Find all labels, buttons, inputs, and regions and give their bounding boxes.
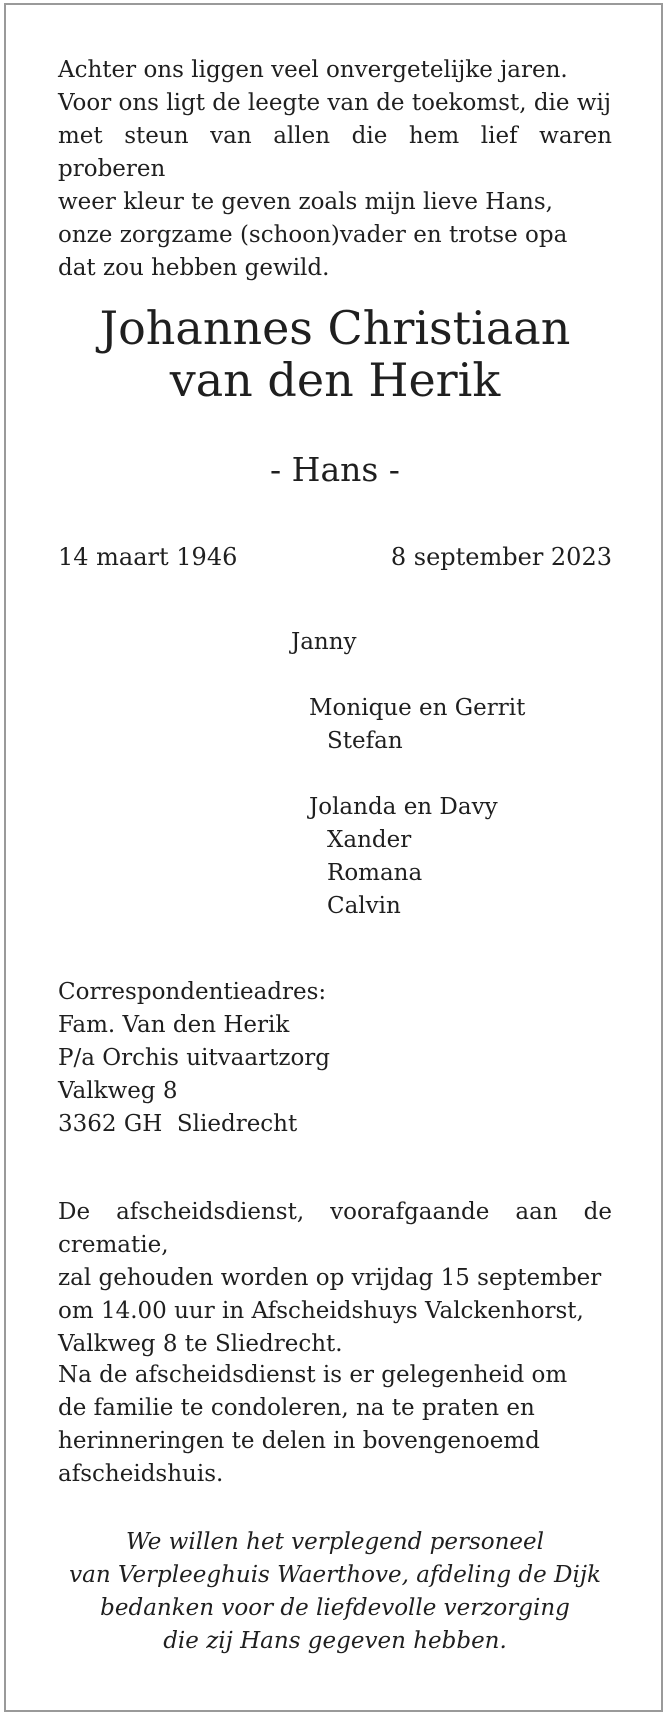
- address-line: 3362 GH Sliedrecht: [58, 1111, 298, 1137]
- address-line: Valkweg 8: [58, 1078, 178, 1104]
- child-couple: Jolanda en Davy: [309, 794, 498, 820]
- intro-line: dat zou hebben gewild.: [58, 255, 330, 281]
- thanks-note: [58, 1526, 612, 1658]
- intro-text: [58, 54, 612, 285]
- intro-line: weer kleur te geven zoals mijn lieve Hans,: [58, 189, 553, 215]
- thanks-line: We willen het verplegend personeel: [126, 1529, 544, 1555]
- condolence-line: de familie te condoleren, na te praten en: [58, 1395, 535, 1421]
- deceased-name-line2: van den Herik: [169, 353, 501, 407]
- thanks-line: bedanken voor de liefdevolle verzorging: [100, 1595, 570, 1621]
- grandchild-name: Romana: [327, 860, 423, 886]
- intro-line: Voor ons ligt de leegte van de toekomst, die wij: [58, 90, 611, 116]
- intro-line: onze zorgzame (schoon)vader en trotse opa: [58, 222, 568, 248]
- birth-date: 14 maart 1946: [58, 543, 238, 571]
- child-couple: Monique en Gerrit: [309, 695, 526, 721]
- address-line: Fam. Van den Herik: [58, 1012, 290, 1038]
- correspondence-address: [58, 976, 330, 1141]
- condolence-line: herinneringen te delen in bovengenoemd: [58, 1428, 540, 1454]
- deceased-name: [58, 302, 612, 406]
- intro-line: Achter ons liggen veel onvergetelijke jaren.: [58, 57, 568, 83]
- address-line: P/a Orchis uitvaartzorg: [58, 1045, 331, 1071]
- grandchild-name: Stefan: [327, 728, 403, 754]
- death-date: 8 september 2023: [390, 543, 612, 571]
- service-line: om 14.00 uur in Afscheidshuys Valckenhorst,: [58, 1298, 584, 1324]
- address-label: Correspondentieadres:: [58, 979, 327, 1005]
- thanks-line: die zij Hans gegeven hebben.: [163, 1628, 507, 1654]
- service-line: De afscheidsdienst, voorafgaande aan de crematie,: [58, 1199, 612, 1258]
- family-list: [291, 626, 525, 923]
- grandchild-name: Xander: [327, 827, 412, 853]
- service-line: Valkweg 8 te Sliedrecht.: [58, 1331, 343, 1357]
- spouse-name: Janny: [291, 629, 357, 655]
- condolence-info: [58, 1359, 612, 1491]
- intro-line: met steun van allen die hem lief waren proberen: [58, 123, 612, 182]
- thanks-line: van Verpleeghuis Waerthove, afdeling de Dijk: [69, 1562, 601, 1588]
- service-info: [58, 1196, 612, 1361]
- grandchild-name: Calvin: [327, 893, 401, 919]
- deceased-nickname: - Hans -: [270, 450, 400, 489]
- service-line: zal gehouden worden op vrijdag 15 september: [58, 1265, 602, 1291]
- deceased-name-line1: Johannes Christiaan: [99, 301, 571, 355]
- condolence-line: Na de afscheidsdienst is er gelegenheid om: [58, 1362, 568, 1388]
- condolence-line: afscheidshuis.: [58, 1461, 224, 1487]
